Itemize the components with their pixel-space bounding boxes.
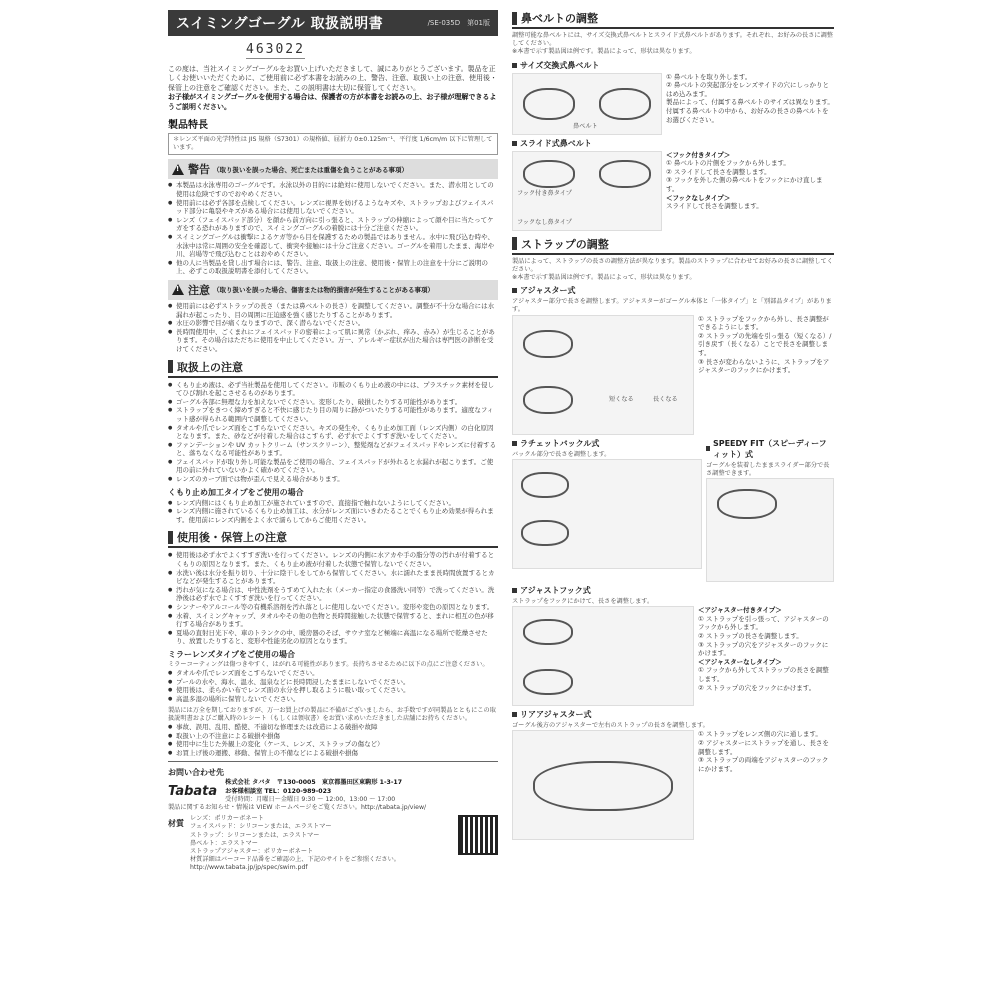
list-item: ● 使用後は、柔らかい布でレンズ面の水分を押し取るように吸い取ってください。 xyxy=(168,686,498,695)
step: ① ストラップを引っ張って、アジャスターのフックから外します。 xyxy=(698,614,829,632)
material-url: http://www.tabata.jp/jp/spec/swim.pdf xyxy=(190,864,308,872)
list-item: ● レンズ（フェイスパッド部分）を顔から前方向に引っ張ると、ストラップの伸縮によって顔や目に当たってケガをする恐れがありますので、スイミングゴーグルの着脱には十分ご注意ください。 xyxy=(168,216,498,233)
warranty-list xyxy=(168,723,498,757)
list-item: ● タオルや爪でレンズ面をこすらないでください。 xyxy=(168,669,498,678)
company-address: 株式会社 タバタ 〒130-0005 東京都墨田区東駒形 1-3-17 xyxy=(225,779,403,787)
list-item: ● 使用後は必ず水でよくすすぎ洗いを行ってください。レンズの内側に水アカや手の脂分等の汚れが付着するとくもりの原因となります。また、くもり止め液が付着した状態で保管しないでください。 xyxy=(168,551,498,568)
speedy-figure xyxy=(706,478,834,582)
after-use-list xyxy=(168,551,498,646)
mirror-text: ミラーコーティングは傷つきやすく、はがれる可能性があります。長持ちさせるために以下の点にご注意ください。 xyxy=(168,660,489,668)
list-item: ● 水圧の影響で目が痛くなりますので、深く潜らないでください。 xyxy=(168,319,498,328)
material-line: フェイスパッド：シリコーンまたは、エラストマー xyxy=(190,823,332,831)
speedy-text: ゴーグルを装着したままスライダー部分で長さ調整できます。 xyxy=(706,461,830,477)
mirror-list xyxy=(168,669,498,703)
list-item: ● 事故、誤用、乱用、酷使、不適切な修理または改造による破損や故障 xyxy=(168,723,498,732)
warning-icon xyxy=(172,164,184,175)
fig-label: 鼻ベルト xyxy=(573,123,598,131)
caution-label: 注意 xyxy=(188,283,210,297)
step: ③ フックを外した側の鼻ベルトをフックにかけ直します。 xyxy=(666,176,823,193)
caution-sub: （取り扱いを誤った場合、傷害または物的損害が発生することがある事項） xyxy=(213,286,434,295)
exchange-heading: サイズ交換式鼻ベルト xyxy=(512,60,834,71)
list-item: ● 水洗い後は水分を振り切り、十分に陰干しをしてから保管してください。水に濡れたまま長時間放置するとカビなどが発生することがあります。 xyxy=(168,569,498,586)
serial-number: 463022 xyxy=(246,42,305,57)
step: ② 鼻ベルトの突起部分をレンズサイドの穴にしっかりとはめ込みます。 xyxy=(666,81,829,98)
step: ③ 長さが変わらないように、ストラップをアジャスターのフックにかけます。 xyxy=(698,357,830,375)
list-item: ● 本製品は水泳専用のゴーグルです。水泳以外の目的には絶対に使用しないでください。また、潜水用としての使用は危険ですのでおやめください。 xyxy=(168,181,498,198)
ratchet-heading: ラチェットバックル式 xyxy=(512,438,702,449)
list-item: ● 汚れが気になる場合は、中性洗剤をうすめて入れた水（メーカー指定の食器洗い同等）で洗ってください。洗浄後は必ず水でよくすすぎ洗いを行ってください。 xyxy=(168,586,498,603)
web-info: 製品に関するお知らせ・情報は VIEW ホームページをご覧ください。http://tabata.jp/view/ xyxy=(168,803,427,811)
step: ① ストラップをフックから外し、長さ調整ができるようにします。 xyxy=(698,314,829,332)
material-line: 材質詳細はバーコード品番をご確認の上、下記のサイトをご参照ください。 xyxy=(190,856,400,864)
contact-heading: お問い合わせ先 xyxy=(168,768,224,778)
list-item: ● フェイスパッドが取り外し可能な製品をご使用の場合、フェイスパッドが外れると水漏れが起こります。ご使用の前に外れていないかよく確かめてください。 xyxy=(168,458,498,475)
materials-heading: 材質 xyxy=(168,819,184,829)
hook-heading: アジャストフック式 xyxy=(512,585,834,596)
list-item: ● レンズ内側に施されているくもり止め加工は、水分がレンズ面にいきわたることでくもり止め効果が得られます。使用前にレンズ内側をよく水で濡らしてからご使用ください。 xyxy=(168,507,498,524)
hook-with-label: ＜アジャスター付きタイプ＞ xyxy=(698,606,782,615)
material-line: 鼻ベルト：エラストマー xyxy=(190,839,258,847)
handling-heading: 取扱上の注意 xyxy=(168,359,498,378)
list-item: ● プールの水や、海水、温水、温泉などに長時間浸したままにしないでください。 xyxy=(168,678,498,687)
material-line: ストラップアジャスター：ポリカーボネート xyxy=(190,847,314,855)
list-item: ● スイミングゴーグルは衝撃によるケガ等から目を保護するための製品ではありません。水中に飛び込む時や、水泳中は常に周囲の安全を確認して、衝突や接触には十分ご注意ください。ゴーグルを着用したまま、海岸や川、岩場等で飛び込むことはおやめください。 xyxy=(168,233,498,259)
step: ③ ストラップの両端をアジャスターのフックにかけます。 xyxy=(698,756,829,773)
hook-type-label: ＜フック付きタイプ＞ xyxy=(666,150,731,159)
speedy-heading: SPEEDY FIT（スピーディーフィット）式 xyxy=(706,438,834,460)
warning-header xyxy=(168,159,498,179)
list-item: ● ファンデーションや UV カットクリーム（サンスクリーン）、整髪剤などがフェイスパッドやレンズに付着すると、落ちなくなる可能性があります。 xyxy=(168,441,498,458)
service-hours: 受付時間：月曜日〜金曜日 9:30 〜 12:00、13:00 〜 17:00 xyxy=(225,795,396,803)
antifog-heading: くもり止め加工タイプをご使用の場合 xyxy=(168,487,304,497)
intro-bold-text: お子様がスイミングゴーグルを使用する場合は、保護者の方が本書をお読みの上、お子様が理解できるようご説明ください。 xyxy=(168,93,497,111)
doc-code: /SE-035D 第01版 xyxy=(427,19,490,27)
list-item: ● 使用中に生じた外観上の変化（ケース、レンズ、ストラップの傷など） xyxy=(168,740,498,749)
material-line: レンズ：ポリカーボネート xyxy=(190,815,264,823)
list-item: ● 夏場の直射日光下や、車のトランクの中、暖房器のそば、サウナ室など極端に高温になる場所で乾燥させたり、放置したりすると、変形や性能劣化の原因となります。 xyxy=(168,629,498,646)
rear-heading: リアアジャスター式 xyxy=(512,709,834,720)
step: ② ストラップの穴をフックにかけます。 xyxy=(698,683,816,692)
step: スライドして長さを調整します。 xyxy=(666,202,763,211)
caution-list xyxy=(168,302,498,354)
after-use-heading: 使用後・保管上の注意 xyxy=(168,529,498,548)
nohook-type-label: ＜フックなしタイプ＞ xyxy=(666,193,731,202)
step: ③ ストラップの穴をアジャスターのフックにかけます。 xyxy=(698,640,829,658)
warranty-text: 製品には万全を期しておりますが、万一お買上げの製品に不備がございましたら、お手数ですが同製品とともにこの取扱説明書およびご購入時のレシート（もしくは領収書）をお買い求めいただきました店舗にお持ちください。 xyxy=(168,706,496,722)
strap-text: 製品によって、ストラップの長さの調整方法が異なります。製品のストラップに合わせてお好みの長さに調整してください。 xyxy=(512,257,833,273)
list-item: ● ゴーグル各部に無理な力を加えないでください。変形したり、破損したりする可能性があります。 xyxy=(168,398,498,407)
ratchet-figure xyxy=(512,459,702,569)
list-item: ● タオルや爪でレンズ面をこすらないでください。キズの発生や、くもり止め加工面（レンズ内側）の白化原因となります。また、砂などが付着した場合はこすらず、必ず水でよくすすぎ洗いをしてください。 xyxy=(168,424,498,441)
step: ① 鼻ベルトを取り外します。 xyxy=(666,72,752,81)
nose-heading: 鼻ベルトの調整 xyxy=(512,10,834,29)
long-label: 長くなる xyxy=(653,395,678,403)
caution-header xyxy=(168,280,498,300)
adjuster-figure xyxy=(512,315,694,435)
fig-label: フックなし鼻タイプ xyxy=(517,219,572,227)
hook-without-label: ＜アジャスターなしタイプ＞ xyxy=(698,657,782,666)
antifog-list xyxy=(168,499,498,525)
list-item: ● レンズのカーブ面では物が歪んで見える場合があります。 xyxy=(168,475,498,484)
list-item: ● シンナーやアルコール等の有機系溶剤を汚れ落としに使用しないでください。変形や変色の原因となります。 xyxy=(168,603,498,612)
warning-sub: （取り扱いを誤った場合、死亡または重傷を負うことがある事項） xyxy=(213,165,408,174)
tabata-logo: Tabata xyxy=(168,784,218,800)
fig-label: フック付き鼻タイプ xyxy=(517,189,572,197)
list-item: ● 使用前には必ずストラップの長さ（または鼻ベルトの長さ）を調整してください。調整が不十分な場合には水漏れが起こったり、目の周囲に圧迫感を強く感じたりすることがあります。 xyxy=(168,302,498,319)
step: ② アジャスターにストラップを通し、長さを調整します。 xyxy=(698,739,829,756)
right-column xyxy=(512,10,834,994)
step: ① フックから外してストラップの長さを調整します。 xyxy=(698,666,829,683)
warning-label: 警告 xyxy=(188,163,210,177)
ratchet-text: バックル部分で長さを調整します。 xyxy=(512,450,611,458)
title-bar xyxy=(168,10,498,36)
list-item: ● ストラップをきつく締めすぎると不快に感じたり目の周りに跡がついたりする可能性があります。適度なフィット感が得られる範囲内で調整してください。 xyxy=(168,406,498,423)
rear-figure xyxy=(512,730,694,840)
list-item: ● 取扱い上の不注意による破損や損傷 xyxy=(168,732,498,741)
materials-block xyxy=(168,815,498,872)
goggle-figure xyxy=(512,73,662,135)
caution-icon xyxy=(172,284,184,295)
hook-figure xyxy=(512,606,694,706)
page-title: スイミングゴーグル 取扱説明書 xyxy=(176,16,384,32)
intro-text: この度は、当社スイミングゴーグルをお買い上げいただきまして、誠にありがとうございます。製品を正しくお使いいただくために、ご使用前に必ず本書をお読みの上、警告、注意、取扱い上の注意、使用後・保管上の注意をご確認ください。また、この説明書は大切に保管してください。 xyxy=(168,65,497,92)
hook-text: ストラップをフックにかけて、長さを調整します。 xyxy=(512,598,654,606)
list-item: ● 長時間使用中、ごくまれにフェイスパッドの密着によって肌に異常（かぶれ、痒み、赤み）が生じることがあります。その場合はただちに使用を中止してください。万一、アレルギー症状が出た場合は専門医の診断を受けてください。 xyxy=(168,328,498,354)
nose-text: 調整可能な鼻ベルトには、サイズ交換式鼻ベルトとスライド式鼻ベルトがあります。それぞれ、お好みの長さに調整してください。 xyxy=(512,32,833,48)
tel-number: お客様相談室 TEL：0120-989-023 xyxy=(225,787,332,795)
mirror-heading: ミラーレンズタイプをご使用の場合 xyxy=(168,649,295,659)
goggle-figure xyxy=(512,151,662,231)
step: ② スライドして長さを調整します。 xyxy=(666,167,771,176)
qr-code xyxy=(458,815,498,855)
step: ② ストラップの先端を引っ張る（短くなる）/引き戻す（長くなる）ことで長さを調整します。 xyxy=(698,331,832,357)
step: ② ストラップの長さを調整します。 xyxy=(698,632,803,641)
short-label: 短くなる xyxy=(609,395,634,403)
list-item: ● 高温多湿の場所に保管しないでください。 xyxy=(168,695,498,704)
list-item: ● 水着、スイミングキャップ、タオルやその他の色物と長時間接触した状態で保管すると、まれに相互の色が移行する場合があります。 xyxy=(168,612,498,629)
material-line: ストラップ：シリコーンまたは、エラストマー xyxy=(190,831,320,839)
adjuster-text: アジャスター部分で長さを調整します。アジャスターがゴーグル本体と「一体タイプ」と「別部品タイプ」があります。 xyxy=(512,298,832,314)
step: ① ストラップをレンズ側の穴に通します。 xyxy=(698,730,822,739)
list-item: ● くもり止め液は、必ず当社製品を使用してください。市販のくもり止め液の中には、プラスチック素材を侵してひび割れを起こさせるものがあります。 xyxy=(168,381,498,398)
features-text: ＊レンズ平面の光学特性は JIS 規格（S7301）の規格値、屈折力 0±0.125m⁻¹、平行度 1/6cm/m 以下に管理しています。 xyxy=(168,133,498,155)
step: ① 鼻ベルトの片側をフックから外します。 xyxy=(666,159,790,168)
features-heading: 製品特長 xyxy=(168,120,208,132)
strap-heading: ストラップの調整 xyxy=(512,236,834,255)
rear-text: ゴーグル後方のアジャスターで左右のストラップの長さを調整します。 xyxy=(512,722,709,730)
list-item: ● レンズ内側にはくもり止め加工が施されていますので、直接指で触れないようにしてください。 xyxy=(168,499,498,508)
step: 製品によって、付属する鼻ベルトのサイズは異なります。付属する鼻ベルトの中から、お好みの長さの鼻ベルトをお選びください。 xyxy=(666,98,834,124)
handling-list xyxy=(168,381,498,484)
slide-heading: スライド式鼻ベルト xyxy=(512,138,834,149)
adjuster-heading: アジャスター式 xyxy=(512,285,834,296)
left-column xyxy=(168,10,498,994)
warning-list xyxy=(168,181,498,276)
list-item: ● 他の人に当製品を貸し出す場合には、警告、注意、取扱上の注意、使用後・保管上の注意を十分にご説明の上、必ずこの取扱説明書を添付してください。 xyxy=(168,259,498,276)
list-item: ● 使用前には必ず各部を点検してください。レンズに視界を妨げるようなキズや、ストラップおよびフェイスパッド部分に亀裂やキズがある場合には使用しないでください。 xyxy=(168,199,498,216)
strap-note: ※本書で示す製品図は例です。製品によって、形状は異なります。 xyxy=(512,274,696,282)
list-item: ● お買上げ後の運搬、移動、保管上の不備などによる破損や損傷 xyxy=(168,749,498,758)
contact-block xyxy=(168,761,498,812)
nose-note: ※本書で示す製品図は例です。製品によって、形状は異なります。 xyxy=(512,48,696,56)
